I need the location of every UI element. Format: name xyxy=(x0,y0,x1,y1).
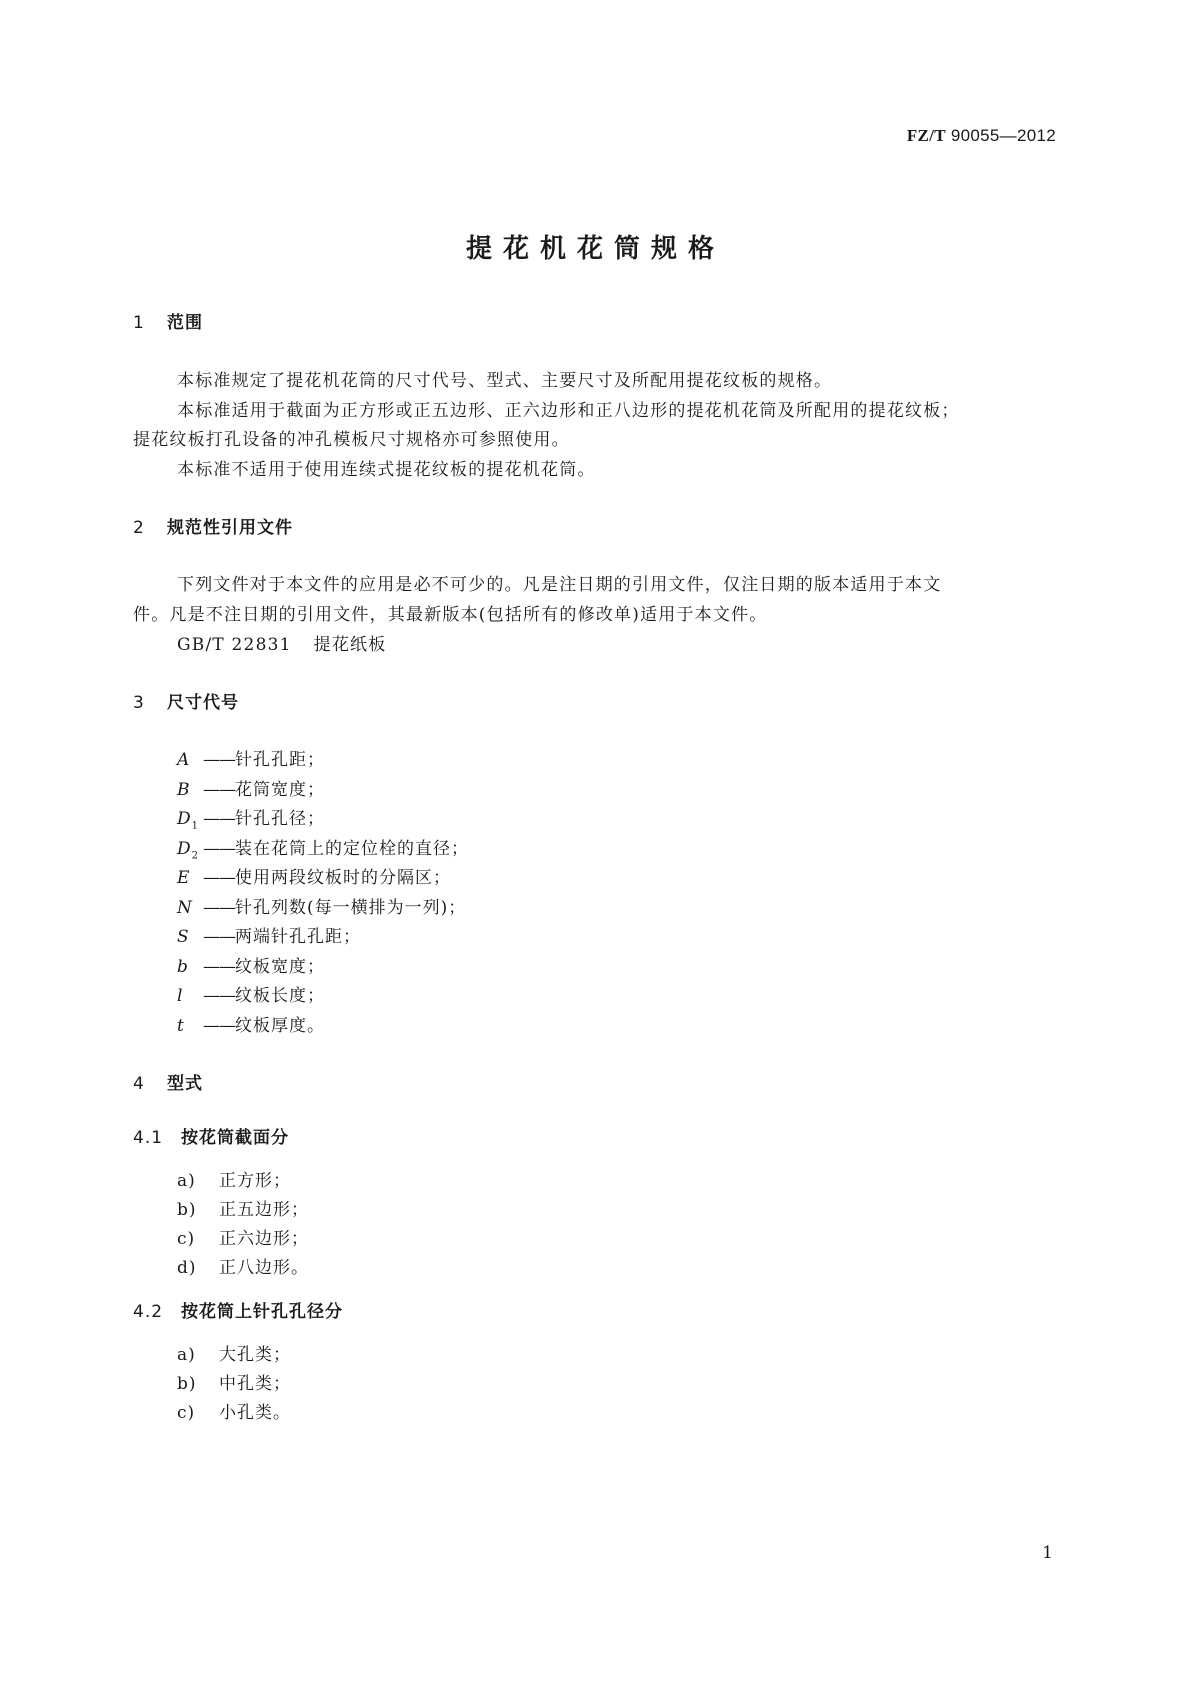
list-item-text: 大孔类； xyxy=(219,1345,291,1365)
symbol-definition xyxy=(177,922,361,947)
symbol: $D_2$ xyxy=(177,839,200,862)
list-item-text: 中孔类； xyxy=(219,1374,291,1394)
list-marker: a) xyxy=(177,1171,196,1191)
list-marker: d) xyxy=(177,1258,197,1278)
list-item-text: 小孔类。 xyxy=(219,1403,291,1423)
list-item-text: 正六边形； xyxy=(219,1229,309,1249)
standard-code-prefix: FZ/T xyxy=(906,126,946,145)
symbol-description: 纹板厚度。 xyxy=(235,1016,325,1036)
section-number: 1 xyxy=(133,313,145,333)
section-title: 按花筒上针孔孔径分 xyxy=(181,1302,343,1322)
symbol-definition xyxy=(177,863,451,888)
symbol: $D_1$ xyxy=(177,809,200,832)
symbol-definition xyxy=(177,1011,325,1036)
symbol: b xyxy=(177,957,189,977)
list-marker: c) xyxy=(177,1229,196,1249)
symbol-description: 纹板宽度； xyxy=(235,957,325,977)
list-item xyxy=(177,1253,309,1278)
symbol: E xyxy=(177,868,191,888)
section-title: 尺寸代号 xyxy=(167,693,239,713)
symbol-description: 装在花筒上的定位栓的直径； xyxy=(235,839,469,859)
list-marker: a) xyxy=(177,1345,196,1365)
symbol-description: 两端针孔孔距； xyxy=(235,927,361,947)
symbol-definition xyxy=(177,745,325,770)
section-title: 型式 xyxy=(167,1074,203,1094)
list-marker: b) xyxy=(177,1374,197,1394)
section-title: 规范性引用文件 xyxy=(167,518,293,538)
section-title: 范围 xyxy=(167,313,203,333)
paragraph: 本标准不适用于使用连续式提花纹板的提花机花筒。 xyxy=(177,460,596,480)
section-1-heading xyxy=(133,308,203,333)
dash: —— xyxy=(203,927,235,947)
paragraph: 下列文件对于本文件的应用是必不可少的。凡是注日期的引用文件，仅注日期的版本适用于本文 xyxy=(177,575,942,595)
dash: —— xyxy=(203,868,235,888)
list-item xyxy=(177,1340,291,1365)
symbol-definition xyxy=(177,952,325,977)
section-2-heading xyxy=(133,513,293,538)
list-item xyxy=(177,1224,309,1249)
list-item xyxy=(177,1398,291,1423)
document-title: 提花机花筒规格 xyxy=(465,234,725,264)
section-4-heading xyxy=(133,1069,203,1094)
symbol-definition xyxy=(177,775,325,800)
symbol-definition xyxy=(177,804,325,831)
list-item xyxy=(177,1166,291,1191)
symbol-description: 针孔孔径； xyxy=(235,809,325,829)
list-item xyxy=(177,1195,309,1220)
symbol: l xyxy=(177,986,184,1006)
list-item-text: 正八边形。 xyxy=(219,1258,309,1278)
symbol: A xyxy=(177,750,191,770)
symbol-description: 针孔孔距； xyxy=(235,750,325,770)
section-3-heading xyxy=(133,688,239,713)
standard-code-number: 90055—2012 xyxy=(950,126,1056,145)
symbol: N xyxy=(177,898,193,918)
list-item-text: 正五边形； xyxy=(219,1200,309,1220)
dash: —— xyxy=(203,809,235,829)
symbol: S xyxy=(177,927,190,947)
symbol-description: 纹板长度； xyxy=(235,986,325,1006)
page-number: 1 xyxy=(1042,1543,1053,1563)
symbol-definition xyxy=(177,834,469,861)
paragraph: 本标准规定了提花机花筒的尺寸代号、型式、主要尺寸及所配用提花纹板的规格。 xyxy=(177,371,833,391)
paragraph: 件。凡是不注日期的引用文件，其最新版本(包括所有的修改单)适用于本文件。 xyxy=(133,605,768,625)
list-item xyxy=(177,1369,291,1394)
symbol: t xyxy=(177,1016,185,1036)
dash: —— xyxy=(203,780,235,800)
section-number: 4 xyxy=(133,1074,145,1094)
section-4-1-heading xyxy=(133,1123,289,1148)
section-4-2-heading xyxy=(133,1297,343,1322)
section-number: 2 xyxy=(133,518,145,538)
paragraph: 提花纹板打孔设备的冲孔模板尺寸规格亦可参照使用。 xyxy=(133,430,570,450)
standard-code xyxy=(907,126,1056,146)
dash: —— xyxy=(203,957,235,977)
symbol-description: 针孔列数(每一横排为一列)； xyxy=(235,898,467,918)
paragraph: 本标准适用于截面为正方形或正五边形、正六边形和正八边形的提花机花筒及所配用的提花纹板； xyxy=(177,401,960,421)
dash: —— xyxy=(203,986,235,1006)
list-marker: c) xyxy=(177,1403,196,1423)
symbol-description: 使用两段纹板时的分隔区； xyxy=(235,868,451,888)
list-item-text: 正方形； xyxy=(219,1171,291,1191)
section-number: 4.1 xyxy=(133,1128,164,1148)
section-number: 4.2 xyxy=(133,1302,164,1322)
dash: —— xyxy=(203,898,235,918)
symbol-definition xyxy=(177,981,325,1006)
dash: —— xyxy=(203,1016,235,1036)
symbol-definition xyxy=(177,893,466,918)
list-marker: b) xyxy=(177,1200,197,1220)
reference-title: 提花纸板 xyxy=(313,635,387,655)
reference-code: GB/T 22831 xyxy=(177,635,292,655)
dash: —— xyxy=(203,839,235,859)
symbol: B xyxy=(177,780,191,800)
section-title: 按花筒截面分 xyxy=(181,1128,289,1148)
symbol-description: 花筒宽度； xyxy=(235,780,325,800)
normative-reference xyxy=(177,630,386,655)
section-number: 3 xyxy=(133,693,145,713)
dash: —— xyxy=(203,750,235,770)
